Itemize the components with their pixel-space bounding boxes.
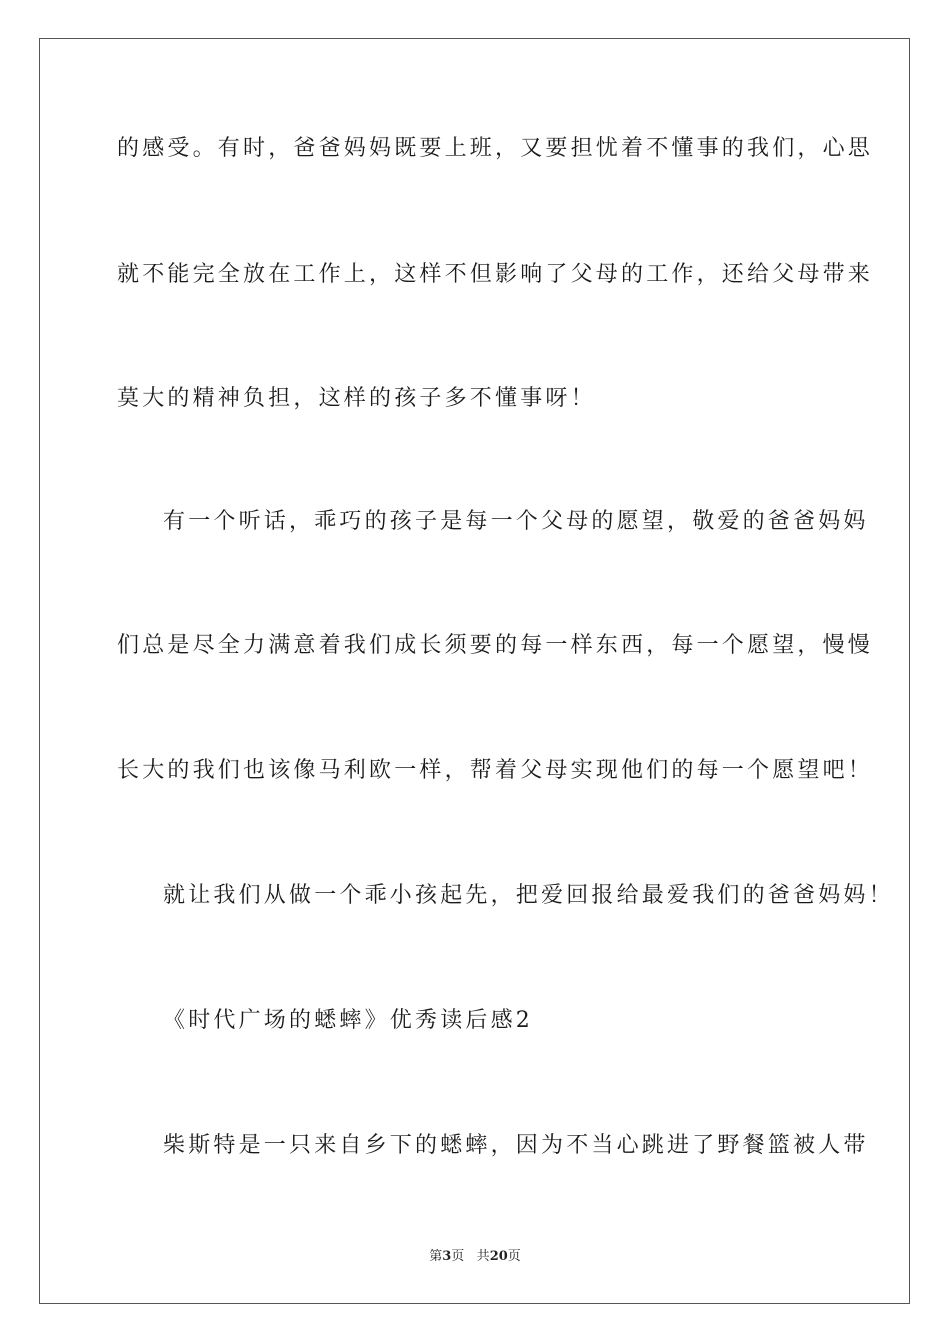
body-line-1: 的感受。有时，爸爸妈妈既要上班，又要担忧着不懂事的我们，心思 [117, 136, 874, 161]
body-line-4: 有一个听话，乖巧的孩子是每一个父母的愿望，敬爱的爸爸妈妈 [163, 509, 869, 534]
body-line-2: 就不能完全放在工作上，这样不但影响了父母的工作，还给父母带来 [117, 262, 874, 287]
body-line-7: 就让我们从做一个乖小孩起先，把爱回报给最爱我们的爸爸妈妈！ [163, 883, 894, 908]
body-line-5: 们总是尽全力满意着我们成长须要的每一样东西，每一个愿望，慢慢 [117, 633, 874, 658]
page-footer [0, 1248, 950, 1266]
total-suffix: 页 [507, 1249, 521, 1264]
page-suffix: 页 [451, 1249, 465, 1264]
page-current: 3 [442, 1249, 452, 1264]
body-line-9: 柴斯特是一只来自乡下的蟋蟀，因为不当心跳进了野餐篮被人带 [163, 1133, 869, 1158]
page-prefix: 第 [429, 1249, 443, 1264]
page-total: 20 [489, 1249, 508, 1264]
page-border [39, 38, 910, 1304]
section-heading: 《时代广场的蟋蟀》优秀读后感2 [163, 1008, 533, 1033]
total-prefix: 共 [476, 1249, 490, 1264]
body-line-6: 长大的我们也该像马利欧一样，帮着父母实现他们的每一个愿望吧！ [117, 758, 874, 783]
body-line-3: 莫大的精神负担，这样的孩子多不懂事呀！ [117, 386, 596, 411]
